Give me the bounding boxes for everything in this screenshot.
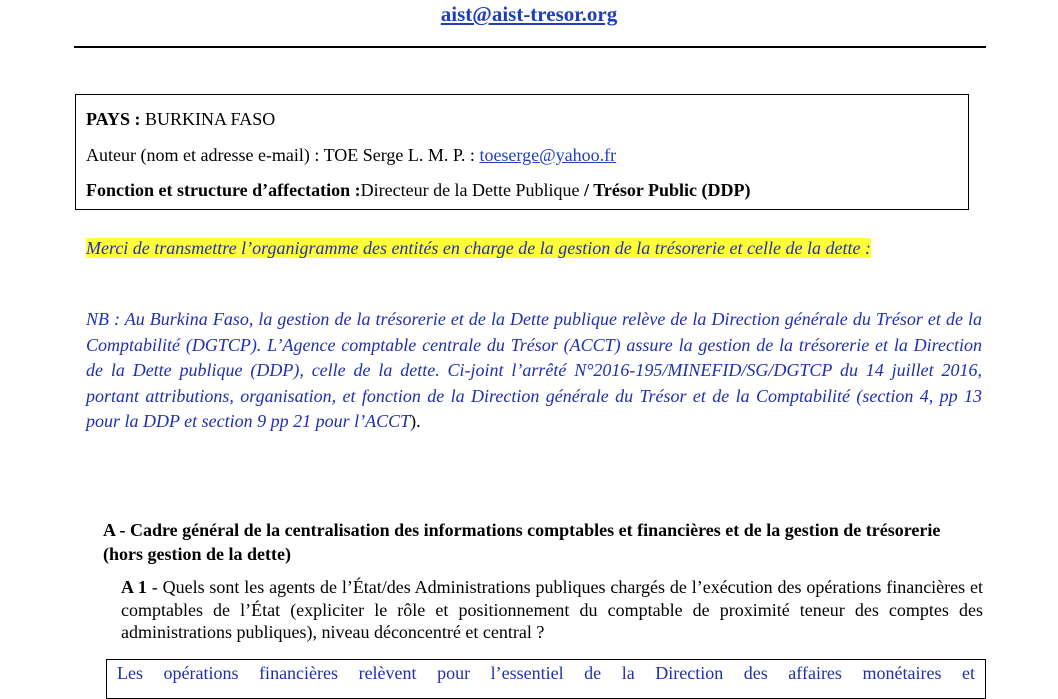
country-value: BURKINA FASO	[145, 109, 276, 129]
answer-a1-box	[106, 659, 986, 699]
question-a1-text: - Quels sont les agents de l’État/des Administrations publiques chargés de l’exécution des opérations financières et comptables de l’État (expliciter le rôle et positionnement du comptable de proximité teneur des comptes des administrations publiques), niveau déconcentré et central ?	[121, 577, 984, 642]
country-line	[86, 109, 275, 129]
author-line	[86, 145, 616, 165]
author-label: Auteur (nom et adresse e-mail) : TOE Serge L. M. P. :	[86, 145, 475, 165]
question-a1	[121, 576, 983, 644]
country-info-box	[75, 94, 969, 210]
highlighted-request-text: Merci de transmettre l’organigramme des entités en charge de la gestion de la trésorerie et celle de la dette :	[86, 238, 871, 258]
function-line	[86, 180, 751, 200]
function-label: Fonction et structure d’affectation :	[86, 180, 361, 200]
header-email-line	[0, 0, 1058, 28]
contact-email-link[interactable]: aist@aist-tresor.org	[440, 2, 618, 26]
question-a1-label: A 1	[121, 577, 147, 597]
organigram-request	[86, 236, 976, 260]
country-label: PAYS :	[86, 109, 141, 129]
header-divider	[74, 46, 986, 48]
answer-a1-text: Les opérations financières relèvent pour l’essentiel de la Direction des affaires monétaires et	[117, 663, 975, 683]
function-value: Directeur de la Dette Publique	[360, 180, 580, 200]
note-text: NB : Au Burkina Faso, la gestion de la trésorerie et de la Dette publique relève de la Direction générale du Trésor et de la Comptabilité (DGTCP). L’Agence comptable centrale du Trésor (ACCT) assure la gestion de la trésorerie et la Direction de la Dette publique (DDP), celle de la dette. Ci-joint l’arrêté N°2016-195/MINEFID/SG/DGTCP du 14 juillet 2016, portant attributions, organisation, et fonction de la Direction générale du Trésor et de la Comptabilité (section 4, pp 13 pour la DDP et section 9 pp 21 pour l’ACCT	[86, 309, 982, 431]
section-a-title: A - Cadre général de la centralisation des informations comptables et financières et de la gestion de trésorerie (hors gestion de la dette)	[103, 520, 941, 564]
function-structure: / Trésor Public (DDP)	[584, 180, 751, 200]
author-email-link[interactable]: toeserge@yahoo.fr	[479, 145, 617, 165]
note-tail: ).	[410, 411, 421, 431]
note-paragraph	[86, 307, 982, 435]
